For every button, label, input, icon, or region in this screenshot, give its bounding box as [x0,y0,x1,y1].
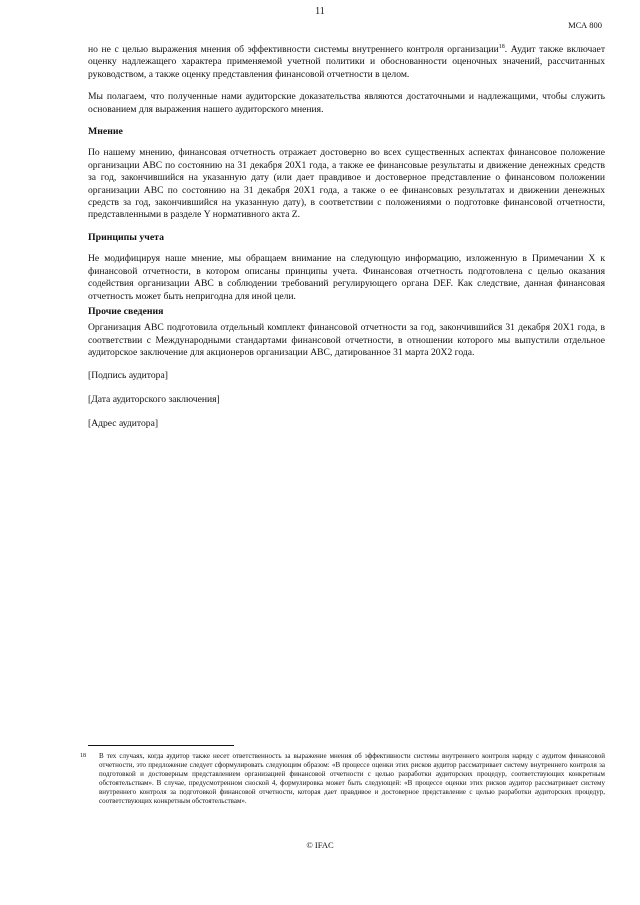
intro-paragraph-2: Мы полагаем, что полученные нами аудиторские доказательства являются достаточными и надлежащими, чтобы служить основанием для выражения нашего аудиторского мнения. [88,91,605,115]
intro-paragraph-1 [88,44,605,81]
document-body [88,44,605,443]
other-matters-heading: Прочие сведения [88,305,164,317]
opinion-paragraph: По нашему мнению, финансовая отчетность отражает достоверно во всех существенных аспектах финансовое положение организации ABC по состоянию на 31 декабря 20X1 года, а также ее финансовые результаты и движение денежных средств за год, закончившийся на указанную дату (или дает правдивое и достоверное представление о финансовом положении организации ABC по состоянию на 31 декабря 20X1 года, а также о ее финансовых результатах и движении денежных средств за год, закончившийся на указанную дату), в соответствии с положениями о подготовке финансовой отчетности, представленными в разделе Y нормативного акта Z. [88,147,605,221]
standard-code: МСА 800 [568,20,602,30]
copyright: © IFAC [306,840,334,850]
report-date: [Дата аудиторского заключения] [88,393,220,405]
footnote-number: 18 [80,753,86,759]
intro-paragraph-1-rest: . Аудит также включает оценку надлежащего характера применяемой учетной политики и обоснованности оценочных значений, рассчитанных руководством, а также оценку представления финансовой отчетности в целом. [88,44,606,80]
accounting-principles-heading: Принципы учета [88,231,164,243]
footnote [80,752,605,806]
footnote-reference: 18 [498,43,505,50]
auditor-signature: [Подпись аудитора] [88,369,168,381]
page-number: 11 [315,6,325,17]
other-matters-paragraph: Организация ABC подготовила отдельный комплект финансовой отчетности за год, закончившийся 31 декабря 20X1 года, в соответствии с Международными стандартами финансовой отчетности, в отношении которого мы выпустили отдельное аудиторское заключение для акционеров организации ABC, датированное 31 марта 20X2 года. [88,322,605,359]
auditor-address: [Адрес аудитора] [88,418,159,430]
opinion-heading: Мнение [88,126,123,138]
footnote-divider [88,745,234,746]
accounting-principles-paragraph: Не модифицируя наше мнение, мы обращаем внимание на следующую информацию, изложенную в Примечании X к финансовой отчетности, в котором описаны принципы учета. Финансовая отчетность подготовлена с целью оказания содействия организации ABC в соблюдении требований регулирующего органа DEF. Как следствие, данная финансовая отчетность может быть непригодна для иной цели. [88,253,605,302]
intro-paragraph-1-text: но не с целью выражения мнения об эффективности системы внутреннего контроля организации [88,44,499,55]
footnote-text: В тех случаях, когда аудитор также несет ответственность за выражение мнения об эффективности системы внутреннего контроля наряду с аудитом финансовой отчетности, это предложение следует сформулировать следующим образом: «В процессе оценки этих рисков аудитор рассматривает систему внутреннего контроля за подготовкой и достоверным представлением организацией финансовой отчетности с целью разработки аудиторских процедур, соответствующих конкретным обстоятельствам». В случае, предусмотренном сноской 4, формулировка может быть следующей: «В процессе оценки этих рисков аудитор рассматривает систему внутреннего контроля за подготовкой финансовой отчетности, которая дает правдивое и достоверное представление с целью разработки аудиторских процедур, соответствующих конкретным обстоятельствам». [99,752,605,805]
